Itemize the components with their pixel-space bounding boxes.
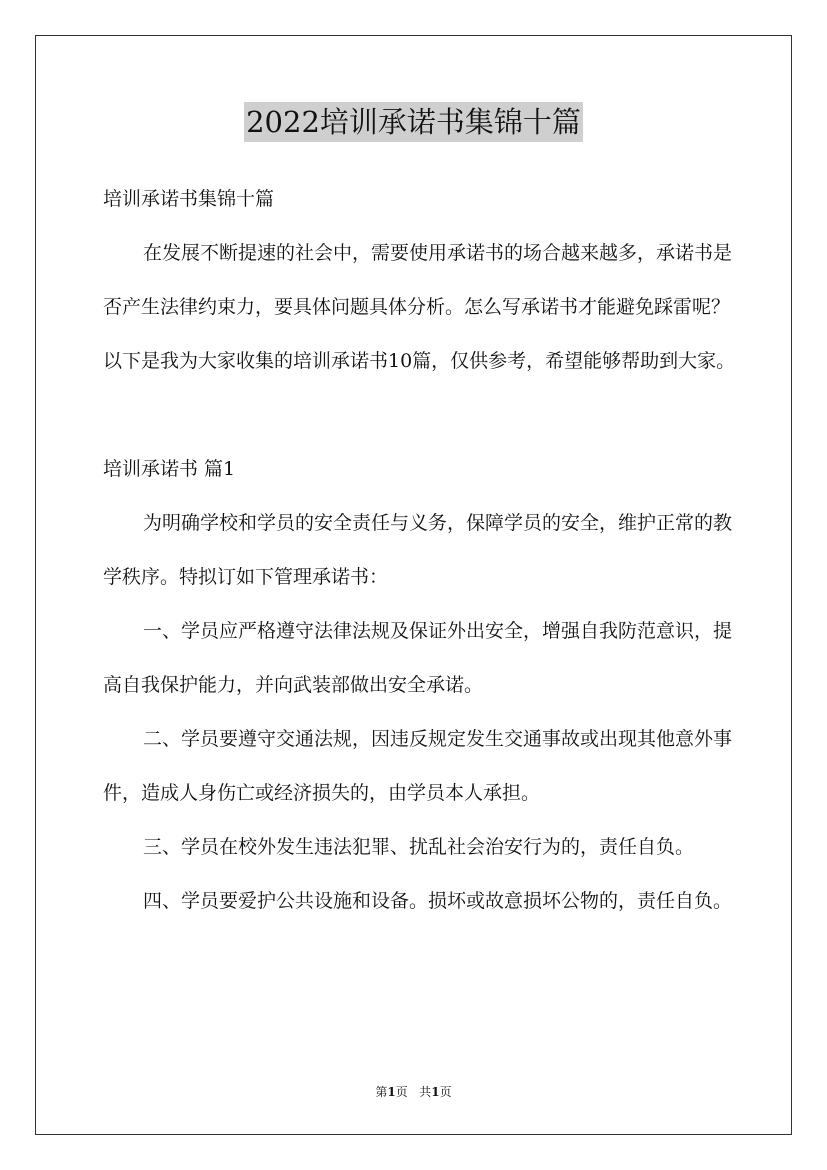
page-footer: [0, 1084, 827, 1100]
title-container: [0, 102, 827, 142]
body-paragraph: 三、学员在校外发生违法犯罪、扰乱社会治安行为的，责任自负。: [143, 836, 695, 858]
document-body: [103, 172, 743, 928]
total-number: 1: [431, 1085, 440, 1099]
total-suffix: 页: [439, 1085, 452, 1099]
page-prefix: 第: [375, 1085, 388, 1099]
section-heading: 培训承诺书 篇1: [103, 458, 236, 480]
paragraph-gap: [103, 388, 743, 442]
page-number: 1: [387, 1085, 396, 1099]
page-suffix: 页: [395, 1085, 408, 1099]
document-title: 2022培训承诺书集锦十篇: [244, 102, 583, 142]
total-prefix: 共: [419, 1085, 432, 1099]
body-paragraph: 为明确学校和学员的安全责任与义务，保障学员的安全，维护正常的教学秩序。特拟订如下管理承诺书：: [103, 512, 733, 588]
intro-paragraph: 在发展不断提速的社会中，需要使用承诺书的场合越来越多，承诺书是否产生法律约束力，要具体问题具体分析。怎么写承诺书才能避免踩雷呢？以下是我为大家收集的培训承诺书10篇，仅供参考，希望能够帮助到大家。: [103, 242, 736, 372]
document-subtitle: 培训承诺书集锦十篇: [103, 188, 275, 210]
body-paragraph: 一、学员应严格遵守法律法规及保证外出安全，增强自我防范意识，提高自我保护能力，并向武装部做出安全承诺。: [103, 620, 733, 696]
body-paragraph: 四、学员要爱护公共设施和设备。损坏或故意损坏公物的，责任自负。: [143, 890, 733, 912]
body-paragraph: 二、学员要遵守交通法规，因违反规定发生交通事故或出现其他意外事件，造成人身伤亡或经济损失的，由学员本人承担。: [103, 728, 733, 804]
